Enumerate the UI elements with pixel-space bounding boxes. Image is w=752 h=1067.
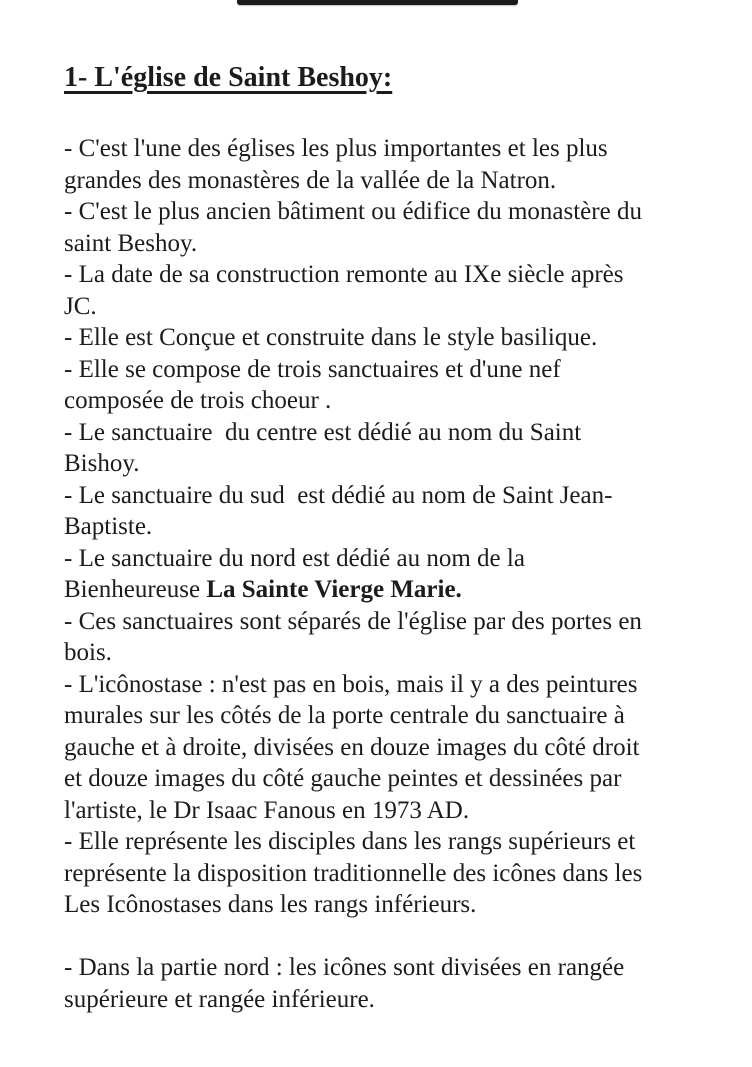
text-line: et douze images du côté gauche peintes et dessinées par xyxy=(64,765,622,792)
text-line: - Elle se compose de trois sanctuaires et d'une nef xyxy=(64,355,561,383)
text-line: composée de trois choeur . xyxy=(64,387,332,414)
body-text xyxy=(64,133,714,1015)
text-line: gauche et à droite, divisées en douze images du côté droit xyxy=(64,733,640,761)
text-line: - Le sanctuaire du centre est dédié au nom du Saint xyxy=(64,418,582,446)
text-line: supérieure et rangée inférieure. xyxy=(64,985,375,1013)
text-line: - L'icônostase : n'est pas en bois, mais il y a des peintures xyxy=(64,670,638,698)
text-line: représente la disposition traditionnelle des icônes dans les xyxy=(64,859,643,887)
text-line: Bienheureuse La Sainte Vierge Marie. xyxy=(64,576,462,603)
text-line: - Ces sanctuaires sont séparés de l'église par des portes en xyxy=(64,607,642,635)
text-line: - Le sanctuaire du sud est dédié au nom de Saint Jean- xyxy=(64,481,613,509)
text-line: Les Icônostases dans les rangs inférieurs. xyxy=(64,891,477,918)
text-line: - La date de sa construction remonte au IXe siècle après xyxy=(64,261,624,288)
text-line: bois. xyxy=(64,639,112,666)
text-line: - Le sanctuaire du nord est dédié au nom de la xyxy=(64,544,525,572)
text-line: - C'est le plus ancien bâtiment ou édifice du monastère du xyxy=(64,198,642,225)
text-line: saint Beshoy. xyxy=(64,229,198,257)
section-title: 1- L'église de Saint Beshoy: xyxy=(64,62,393,93)
text-line: murales sur les côtés de la porte centrale du sanctuaire à xyxy=(64,702,625,729)
text-line: grandes des monastères de la vallée de la Natron. xyxy=(64,166,557,194)
text-line: - C'est l'une des églises les plus importantes et les plus xyxy=(64,135,608,162)
text-line: - Elle représente les disciples dans les rangs supérieurs et xyxy=(64,828,636,855)
text-line xyxy=(64,921,714,953)
text-line: - Elle est Conçue et construite dans le style basilique. xyxy=(64,324,598,351)
text-line: - Dans la partie nord : les icônes sont divisées en rangée xyxy=(64,954,625,981)
cropped-heading-underline xyxy=(237,0,518,5)
text-line: Baptiste. xyxy=(64,513,153,540)
text-line: l'artiste, le Dr Isaac Fanous en 1973 AD. xyxy=(64,796,470,824)
text-line: JC. xyxy=(64,292,97,320)
text-line: Bishoy. xyxy=(64,450,140,477)
